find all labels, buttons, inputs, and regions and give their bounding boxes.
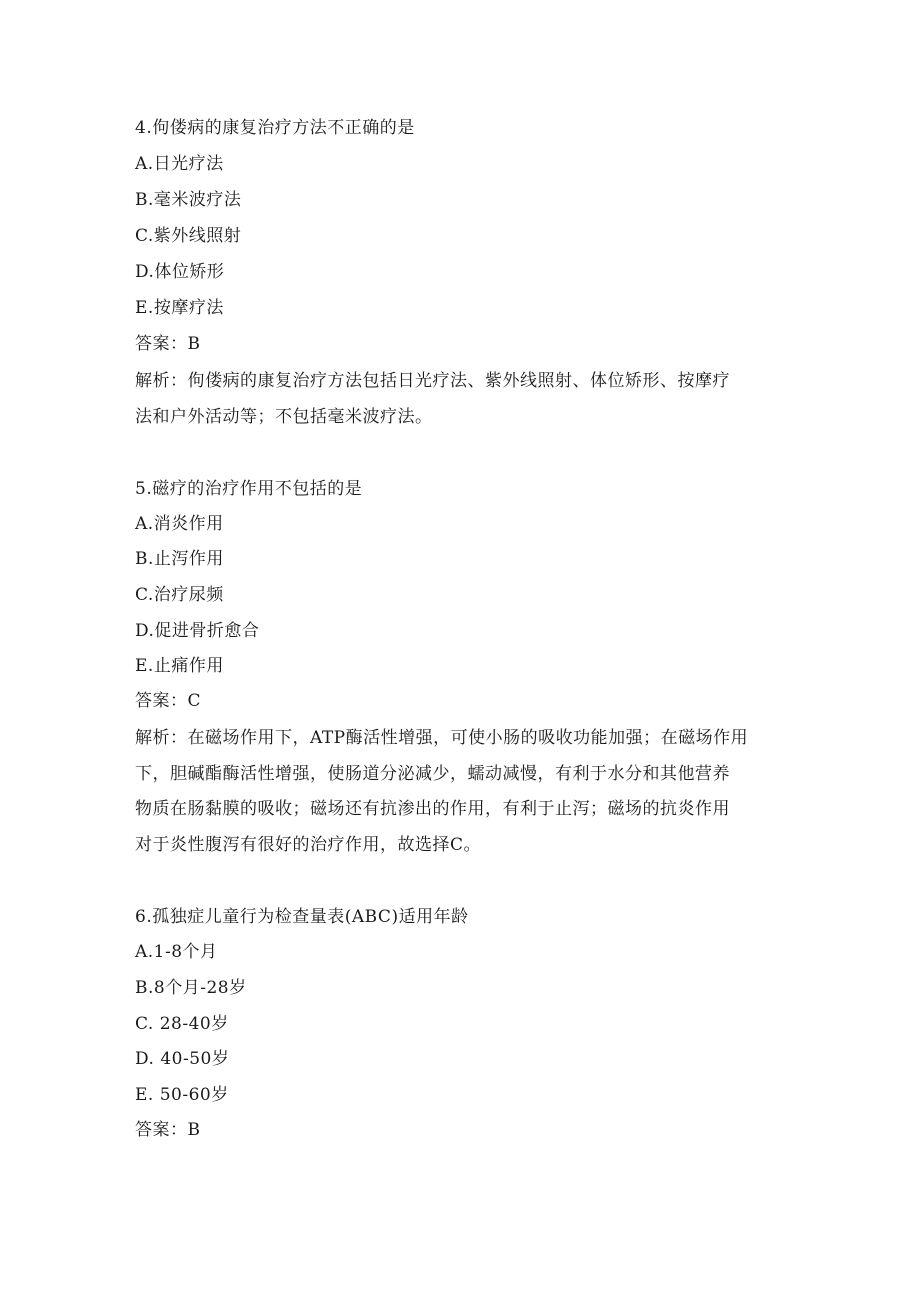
question-6-option-d: D. 40-50岁 bbox=[135, 1049, 230, 1069]
question-4-answer: 答案：B bbox=[135, 334, 201, 354]
question-4-analysis-line-2: 法和户外活动等；不包括毫米波疗法。 bbox=[135, 407, 433, 427]
question-5-analysis-line-4: 对于炎性腹泻有很好的治疗作用，故选择C。 bbox=[135, 835, 482, 855]
question-5-answer: 答案：C bbox=[135, 691, 202, 711]
question-5-option-b: B.止泻作用 bbox=[135, 549, 224, 569]
question-6-option-c: C. 28-40岁 bbox=[135, 1014, 229, 1034]
question-4-analysis-line-1: 解析：佝偻病的康复治疗方法包括日光疗法、紫外线照射、体位矫形、按摩疗 bbox=[135, 371, 730, 391]
question-4-option-b: B.毫米波疗法 bbox=[135, 190, 242, 210]
question-4-option-d: D.体位矫形 bbox=[135, 262, 225, 282]
question-6-stem: 6.孤独症儿童行为检查量表(ABC)适用年龄 bbox=[135, 907, 469, 927]
question-5-option-c: C.治疗尿频 bbox=[135, 585, 224, 605]
question-6-option-e: E. 50-60岁 bbox=[135, 1085, 229, 1105]
question-6-answer: 答案：B bbox=[135, 1120, 201, 1140]
question-5-option-d: D.促进骨折愈合 bbox=[135, 621, 260, 641]
question-5-analysis-line-1: 解析：在磁场作用下，ATP酶活性增强，可使小肠的吸收功能加强；在磁场作用 bbox=[135, 728, 749, 748]
question-5-analysis-line-2: 下，胆碱酯酶活性增强，使肠道分泌减少，蠕动减慢，有利于水分和其他营养 bbox=[135, 764, 730, 784]
question-4-stem: 4.佝偻病的康复治疗方法不正确的是 bbox=[135, 118, 415, 138]
question-6-option-b: B.8个月-28岁 bbox=[135, 978, 247, 998]
question-5-stem: 5.磁疗的治疗作用不包括的是 bbox=[135, 479, 363, 499]
question-6-option-a: A.1-8个月 bbox=[135, 942, 218, 962]
question-4-option-c: C.紫外线照射 bbox=[135, 226, 242, 246]
question-5-option-a: A.消炎作用 bbox=[135, 514, 224, 534]
question-4-option-e: E.按摩疗法 bbox=[135, 298, 224, 318]
question-5-analysis-line-3: 物质在肠黏膜的吸收；磁场还有抗渗出的作用，有利于止泻；磁场的抗炎作用 bbox=[135, 799, 730, 819]
question-5-option-e: E.止痛作用 bbox=[135, 656, 224, 676]
question-4-option-a: A.日光疗法 bbox=[135, 154, 224, 174]
